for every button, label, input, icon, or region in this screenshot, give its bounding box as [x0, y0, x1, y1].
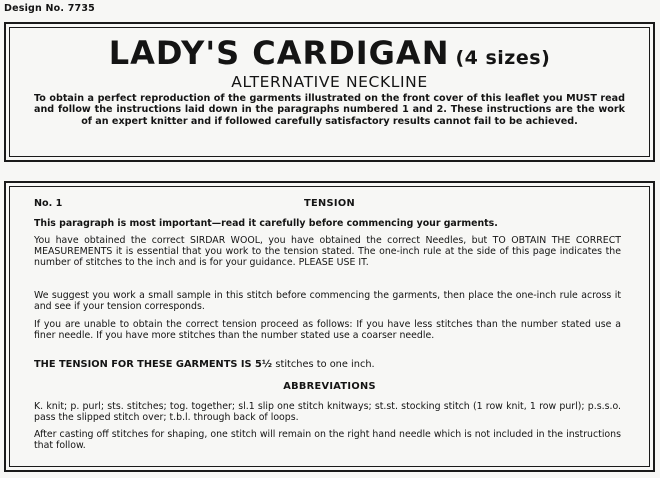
page-title: [6, 34, 653, 72]
shaping-note: After casting off stitches for shaping, one stitch will remain on the right hand needle which is not included in the instructions that follow.: [34, 429, 621, 452]
tension-value: 5½: [255, 359, 272, 370]
paragraph-number: No. 1: [34, 198, 63, 209]
tension-heading: TENSION: [304, 198, 355, 209]
tension-statement: [34, 359, 621, 370]
important-notice: This paragraph is most important—read it carefully before commencing your garments.: [34, 218, 498, 229]
title-text: LADY'S CARDIGAN: [108, 34, 450, 72]
instructions-panel: [4, 181, 655, 472]
abbreviations-heading: ABBREVIATIONS: [283, 381, 376, 392]
tension-paragraph-2: We suggest you work a small sample in this stitch before commencing the garments, then place the one-inch rule across it and see if your tension corresponds.: [34, 290, 621, 313]
intro-paragraph: To obtain a perfect reproduction of the garments illustrated on the front cover of this leaflet you MUST read and follow the instructions laid down in the paragraphs numbered 1 and 2. These instructions are the work of an expert knitter and if followed carefully satisfactory results cannot fail to be achieved.: [34, 93, 625, 127]
tension-suffix: stitches to one inch.: [275, 359, 375, 370]
tension-paragraph-3: If you are unable to obtain the correct tension proceed as follows: If you have less stitches than the number stated use a finer needle. If you have more stitches than the number stated use a coarser needle.: [34, 319, 621, 342]
title-sizes: (4 sizes): [455, 47, 551, 69]
page-subtitle: ALTERNATIVE NECKLINE: [231, 73, 428, 91]
tension-paragraph-1: You have obtained the correct SIRDAR WOOL, you have obtained the correct Needles, but TO OBTAIN THE CORRECT MEASUREMENTS it is essential that you work to the tension stated. The one-inch rule at the side of this page indicates the number of stitches to the inch and is for your guidance. PLEASE USE IT.: [34, 235, 621, 269]
abbreviations-list: K. knit; p. purl; sts. stitches; tog. together; sl.1 slip one stitch knitways; st.st. stocking stitch (1 row knit, 1 row purl); p.s.s.o. pass the slipped stitch over; t.b.l. through back of loops.: [34, 401, 621, 424]
title-panel: [4, 22, 655, 162]
tension-label: THE TENSION FOR THESE GARMENTS IS: [34, 359, 252, 370]
design-number: Design No. 7735: [4, 3, 95, 14]
